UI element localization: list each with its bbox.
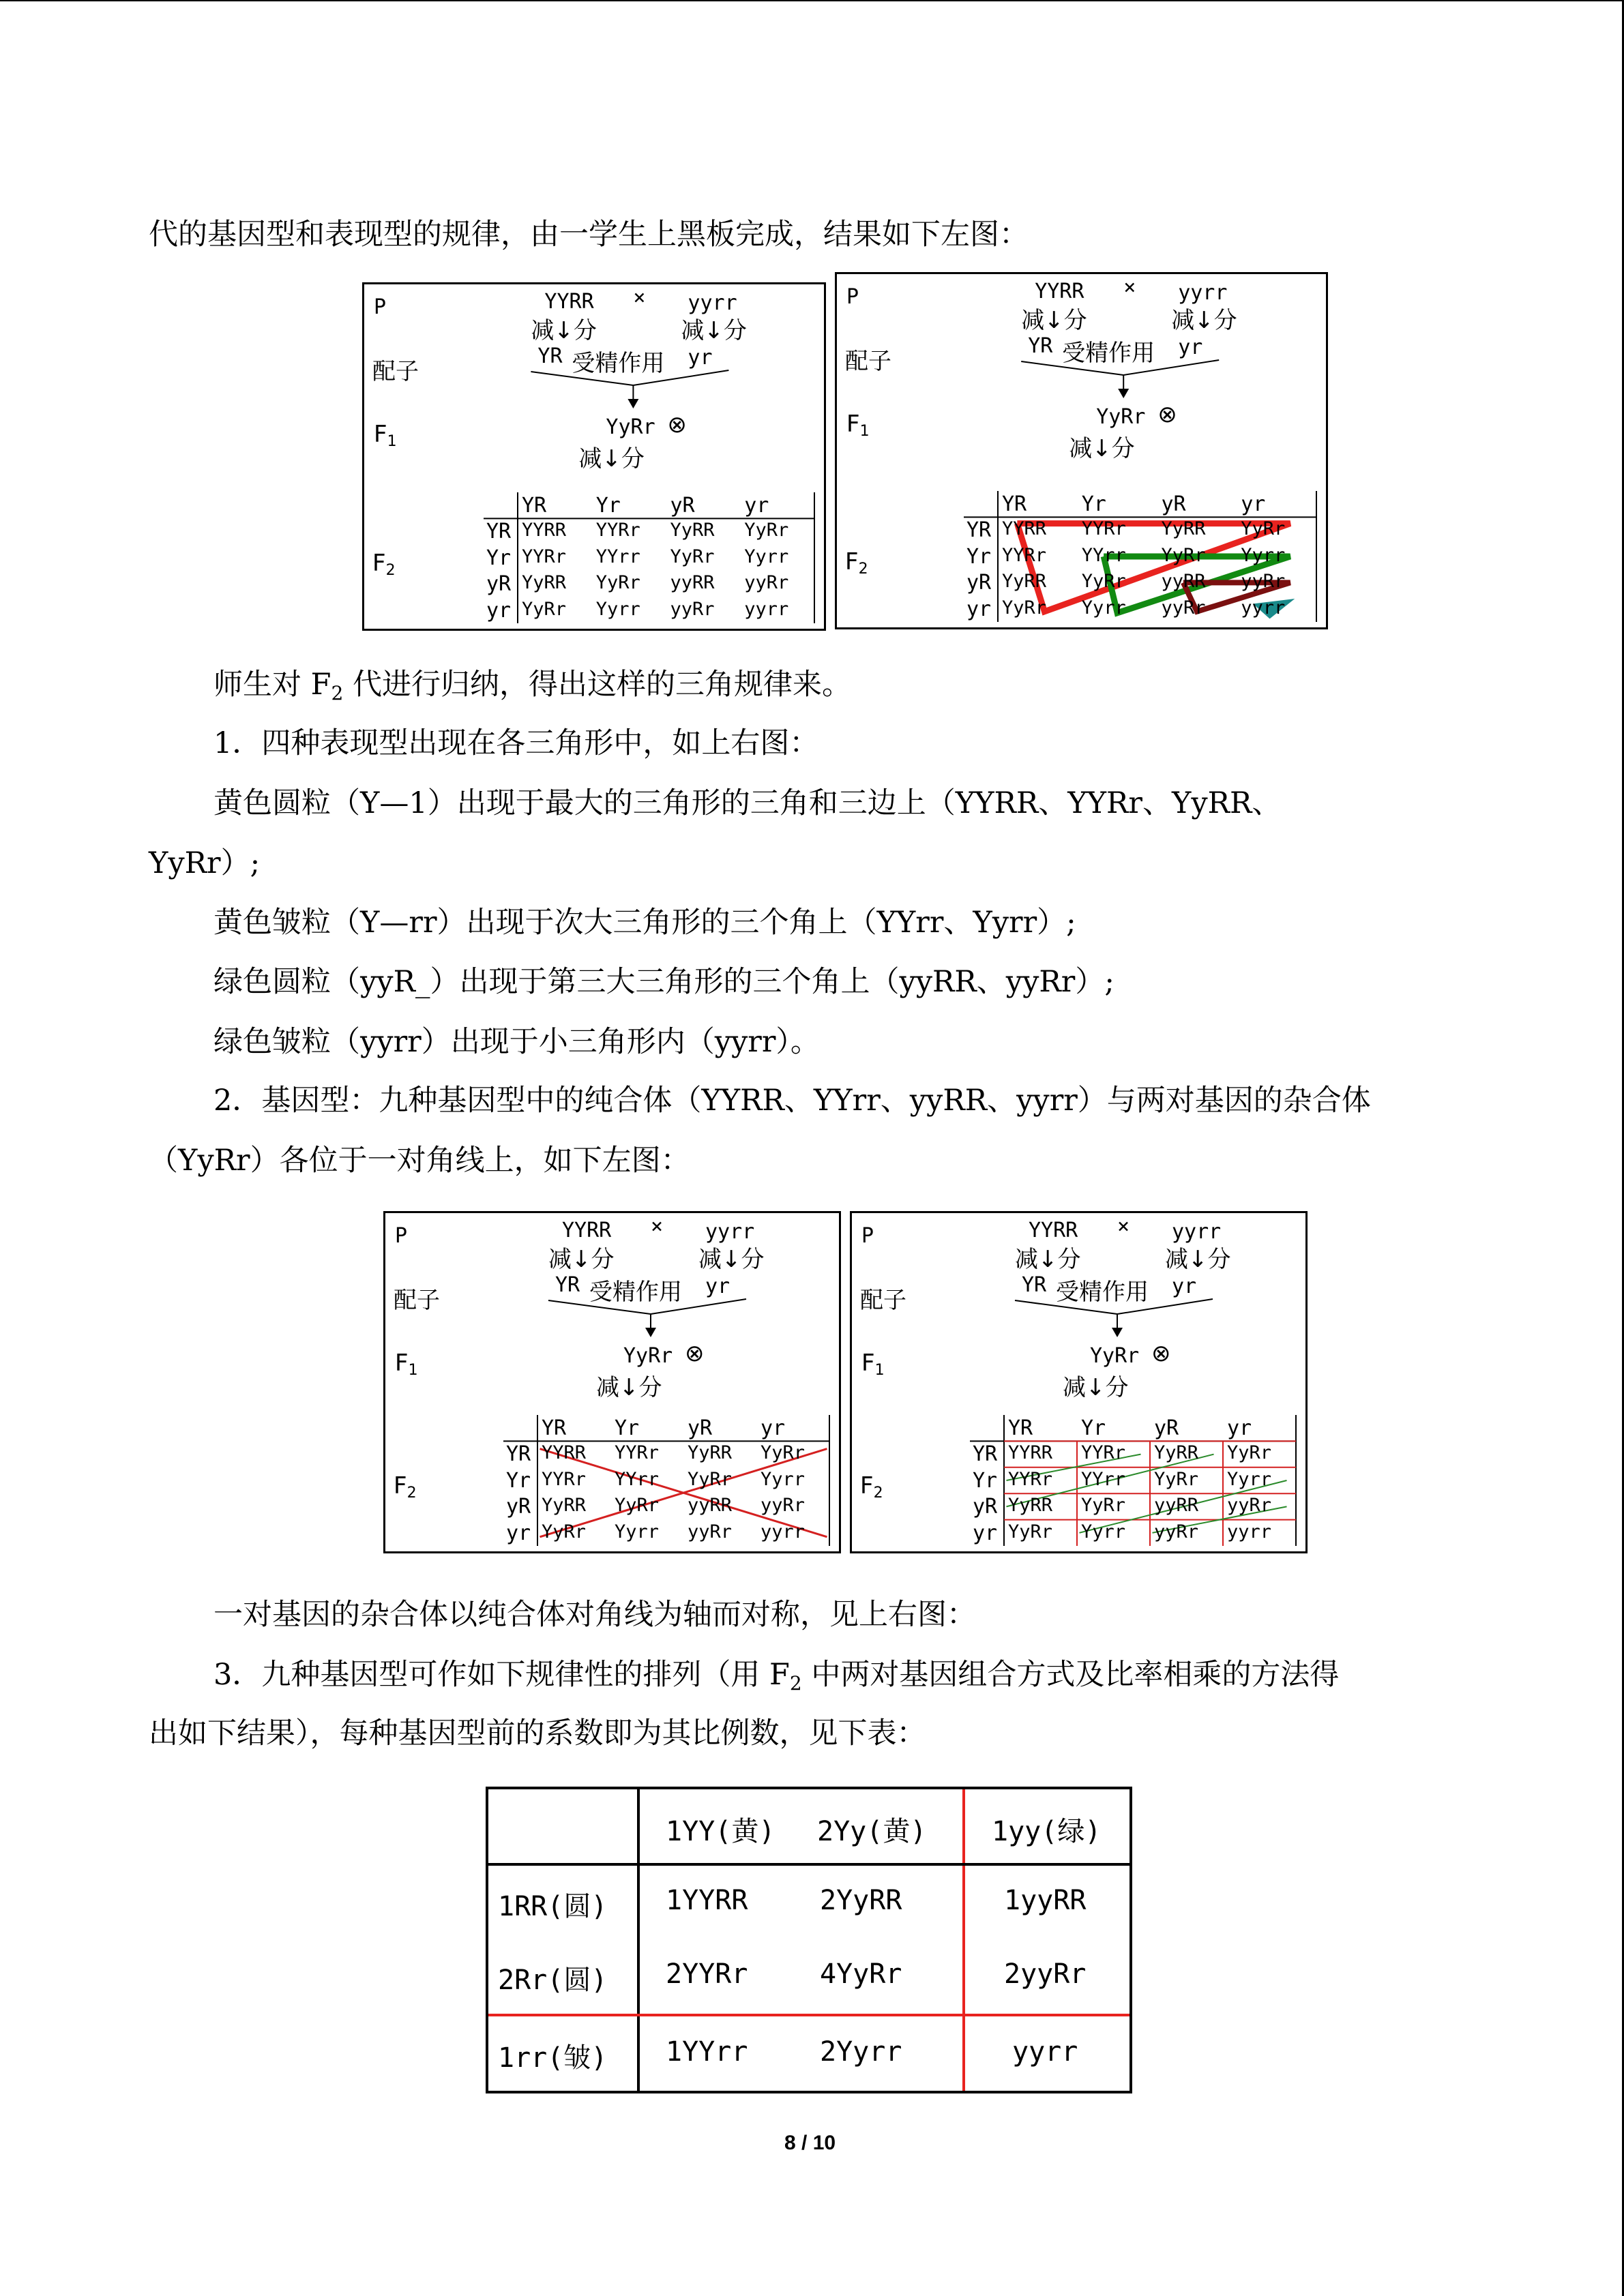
punnett-cell: YYRr: [522, 546, 567, 567]
p2-text-a: 师生对 F: [213, 668, 331, 702]
punnett-cell: YYRr: [1002, 544, 1047, 566]
f1-letter: F: [846, 411, 860, 438]
punnett-row-header: Yr: [966, 544, 992, 569]
meiosis-label: 减↓分: [1069, 435, 1135, 462]
table-cell: 1yyRR: [1004, 1885, 1087, 1916]
table-row-header: 2Rr(圆): [498, 1965, 608, 1996]
fertilization-label: 受精作用: [572, 350, 665, 377]
paragraph-green-round: 绿色圆粒（yyR_）出现于第三大三角形的三个角上（yyRR、yyRr）;: [213, 965, 1114, 999]
punnett-col-header: yr: [761, 1416, 786, 1440]
punnett-cell: YYRR: [1002, 518, 1047, 540]
punnett-cell: YYrr: [615, 1468, 660, 1490]
punnett-col-header: yR: [1161, 492, 1186, 516]
punnett-cell: yyrr: [1227, 1521, 1272, 1542]
meiosis-label: 减↓分: [548, 1246, 615, 1273]
punnett-cell: Yyrr: [1241, 544, 1286, 566]
parent1-genotype: YYRR: [544, 290, 594, 314]
punnett-row-header: yr: [486, 598, 512, 623]
punnett-col-header: YR: [1008, 1416, 1033, 1440]
p-label: P: [846, 285, 859, 309]
punnett-row-header: YR: [973, 1442, 998, 1467]
punnett-cell: yyRR: [1161, 571, 1206, 593]
table-col-header: 1yy(绿): [992, 1816, 1102, 1847]
punnett-cell: YyRr: [1154, 1468, 1199, 1490]
punnett-row-header: YR: [966, 518, 992, 543]
punnett-cell: YYRR: [542, 1442, 587, 1464]
punnett-cell: yyrr: [761, 1521, 806, 1542]
f2-letter: F: [845, 548, 859, 576]
paragraph-point-1: 1．四种表现型出现在各三角形中，如上右图：: [213, 726, 819, 760]
f1-letter: F: [374, 421, 387, 448]
f1-subscript: 1: [387, 433, 397, 450]
punnett-row-header: Yr: [486, 546, 512, 570]
punnett-cell: YYRR: [1008, 1442, 1053, 1464]
punnett-row-header: Yr: [506, 1468, 531, 1493]
table-row-header: 1rr(皱): [498, 2042, 608, 2074]
table-cell: 2YYRr: [666, 1958, 748, 1990]
meiosis-label: 减↓分: [531, 317, 597, 344]
punnett-cell: YyRr: [761, 1442, 806, 1464]
paragraph-intro: 代的基因型和表现型的规律，由一学生上黑板完成，结果如下左图：: [149, 218, 1029, 252]
gamete-label: 配子: [860, 1287, 906, 1314]
table-divider-v2-red: [962, 1789, 965, 2091]
punnett-cell: YyRR: [522, 572, 567, 594]
f1-genotype: YyRr: [1096, 405, 1146, 429]
punnett-col-header: YR: [542, 1416, 567, 1440]
f1-subscript: 1: [859, 423, 870, 440]
punnett-cell: YYRr: [595, 520, 640, 541]
table-cell: 2Yyrr: [820, 2036, 902, 2068]
gamete1: YR: [1022, 1273, 1047, 1297]
selfing-symbol: ⊗: [667, 411, 687, 438]
punnett-cell: YyRR: [1161, 518, 1206, 540]
punnett-row-header: yr: [966, 597, 992, 621]
parent2-genotype: yyrr: [1178, 281, 1228, 305]
punnett-cell: YyRR: [670, 520, 715, 541]
punnett-cell: yyRR: [688, 1495, 733, 1517]
meiosis-label: 减↓分: [596, 1374, 662, 1401]
meiosis-label: 减↓分: [1021, 307, 1087, 334]
f1-genotype: YyRr: [606, 415, 655, 439]
punnett-col-header: yr: [744, 494, 769, 518]
punnett-cell: Yyrr: [1081, 1521, 1126, 1542]
table-row-header: 1RR(圆): [498, 1891, 608, 1922]
punnett-row-header: yR: [506, 1495, 531, 1519]
table-divider-v1: [637, 1789, 640, 2091]
selfing-symbol: ⊗: [1151, 1340, 1171, 1367]
punnett-row-header: yr: [973, 1521, 998, 1545]
punnett-cell: YYRr: [615, 1442, 660, 1464]
punnett-cell: yyRr: [688, 1521, 733, 1542]
p-label: P: [374, 295, 387, 319]
punnett-row-header: Yr: [973, 1468, 998, 1493]
gamete2: yr: [705, 1274, 730, 1298]
p12-text-b: 中两对基因组合方式及比率相乘的方法得: [801, 1658, 1340, 1692]
punnett-cell: YYRR: [522, 520, 567, 541]
punnett-cell: YYrr: [1081, 544, 1126, 566]
arrow-head: [1112, 1328, 1123, 1337]
table-divider-h1: [488, 1863, 1130, 1866]
punnett-cell: YyRr: [744, 520, 789, 541]
punnett-cell: YYrr: [595, 546, 640, 567]
punnett-cell: YyRr: [1081, 571, 1126, 593]
f1-label: [374, 421, 397, 450]
punnett-cell: YyRr: [1161, 544, 1206, 566]
gamete-label: 配子: [372, 358, 419, 385]
table-cell: yyrr: [1012, 2036, 1078, 2068]
paragraph-point-2-cont: （YyRr）各位于一对角线上，如下左图：: [149, 1144, 690, 1178]
punnett-cell: YyRR: [1002, 571, 1047, 593]
cross-diagram-diagonals: [383, 1211, 841, 1553]
parent2-genotype: yyrr: [1172, 1220, 1222, 1244]
cross-diagram-symmetry: [850, 1211, 1308, 1553]
paragraph-yellow-round-cont: YyRr）;: [149, 846, 261, 880]
punnett-cell: YYRr: [1081, 1442, 1126, 1464]
meiosis-label: 减↓分: [1171, 307, 1237, 334]
p12-subscript: 2: [789, 1672, 802, 1695]
p12-text-a: 3．九种基因型可作如下规律性的排列（用 F: [213, 1658, 790, 1692]
table-cell: 4YyRr: [820, 1958, 902, 1990]
p2-text-b: 代进行归纳，得出这样的三角规律来。: [343, 668, 852, 702]
punnett-cell: YyRr: [1008, 1521, 1053, 1542]
cross-symbol: ×: [1117, 1214, 1130, 1238]
arrow-head: [1118, 389, 1129, 398]
punnett-row-header: yR: [973, 1495, 998, 1519]
meiosis-label: 减↓分: [1015, 1246, 1081, 1273]
f1-subscript: 1: [874, 1362, 885, 1379]
p2-subscript: 2: [331, 682, 344, 704]
punnett-cell: YYRr: [1081, 518, 1126, 540]
parent2-genotype: yyrr: [705, 1220, 755, 1244]
punnett-cell: YyRR: [542, 1495, 587, 1517]
meiosis-label: 减↓分: [681, 317, 747, 344]
gamete-label: 配子: [394, 1287, 440, 1314]
fertilization-label: 受精作用: [589, 1279, 682, 1306]
table-cell: 2YyRR: [820, 1885, 902, 1916]
punnett-cell: yyRr: [1227, 1495, 1272, 1517]
punnett-col-header: yr: [1227, 1416, 1252, 1440]
punnett-cell: YYRr: [542, 1468, 587, 1490]
gamete2: yr: [1178, 336, 1203, 359]
paragraph-point-2: 2．基因型：九种基因型中的纯合体（YYRR、YYrr、yyRR、yyrr）与两对基因的杂合体: [213, 1084, 1371, 1118]
punnett-cell: yyRr: [1161, 597, 1206, 618]
punnett-row-header: YR: [486, 520, 512, 544]
table-cell: 1YYRR: [666, 1885, 748, 1916]
punnett-cell: yyRR: [670, 572, 715, 594]
meiosis-label: 减↓分: [698, 1246, 765, 1273]
paragraph-yellow-round: 黄色圆粒（Y—1）出现于最大的三角形的三角和三边上（YYRR、YYRr、YyRR、: [213, 786, 1282, 820]
cross-symbol: ×: [633, 286, 646, 310]
meiosis-label: 减↓分: [578, 445, 645, 473]
parent1-genotype: YYRR: [562, 1219, 612, 1242]
f2-subscript: 2: [873, 1485, 883, 1502]
f2-letter: F: [372, 550, 386, 578]
genotype-ratio-table: [486, 1787, 1132, 2093]
punnett-cell: YYRr: [1008, 1468, 1053, 1490]
table-col-header: 1YY(黄): [666, 1816, 776, 1847]
punnett-cell: yyrr: [1241, 597, 1286, 618]
cross-symbol: ×: [1123, 275, 1136, 299]
paragraph-f2-summary: [213, 664, 851, 714]
paragraph-yellow-wrinkled: 黄色皱粒（Y—rr）出现于次大三角形的三个角上（YYrr、Yyrr）;: [213, 906, 1076, 940]
meiosis-label: 减↓分: [1063, 1374, 1129, 1401]
p-label: P: [395, 1224, 408, 1248]
cross-diagram-triangles: [835, 272, 1328, 629]
punnett-cell: Yyrr: [595, 598, 640, 620]
punnett-row-header: yr: [506, 1521, 531, 1545]
punnett-cell: YyRR: [688, 1442, 733, 1464]
punnett-cell: Yyrr: [1227, 1468, 1272, 1490]
punnett-cell: YYrr: [1081, 1468, 1126, 1490]
paragraph-green-wrinkled: 绿色皱粒（yyrr）出现于小三角形内（yyrr）。: [213, 1025, 820, 1059]
punnett-cell: YyRr: [595, 572, 640, 594]
table-divider-h2-red: [488, 2014, 1130, 2016]
punnett-col-header: Yr: [1081, 492, 1106, 516]
punnett-cell: yyRr: [1241, 571, 1286, 593]
parent2-genotype: yyrr: [688, 291, 737, 315]
punnett-cell: yyRr: [670, 598, 715, 620]
f2-subscript: 2: [385, 562, 396, 580]
gamete1: YR: [1028, 334, 1053, 358]
punnett-cell: yyRr: [761, 1495, 806, 1517]
paragraph-point-3-cont: 出如下结果），每种基因型前的系数即为其比例数，见下表：: [149, 1716, 926, 1750]
punnett-col-header: yR: [688, 1416, 713, 1440]
f2-letter: F: [860, 1472, 874, 1500]
paragraph-symmetry: 一对基因的杂合体以纯合体对角线为轴而对称，见上右图：: [213, 1598, 976, 1632]
punnett-cell: Yyrr: [744, 546, 789, 567]
f2-label: [372, 550, 396, 579]
parent1-genotype: YYRR: [1029, 1219, 1078, 1242]
f2-label: [860, 1472, 883, 1502]
arrow-head: [628, 399, 638, 408]
punnett-row-header: yR: [486, 572, 512, 597]
fertilization-label: 受精作用: [1056, 1279, 1149, 1306]
f2-label: [394, 1472, 417, 1502]
punnett-cell: YyRr: [1241, 518, 1286, 540]
gamete1: YR: [537, 344, 563, 368]
paragraph-point-3: [213, 1654, 1339, 1704]
punnett-cell: yyRr: [744, 572, 789, 594]
punnett-cell: YyRr: [1002, 597, 1047, 618]
punnett-cell: YyRr: [670, 546, 715, 567]
f1-genotype: YyRr: [1090, 1344, 1140, 1368]
punnett-cell: Yyrr: [615, 1521, 660, 1542]
punnett-row-header: yR: [966, 571, 992, 595]
punnett-cell: YyRr: [688, 1468, 733, 1490]
punnett-row-header: YR: [506, 1442, 531, 1467]
p-label: P: [861, 1224, 874, 1248]
f1-label: [861, 1350, 885, 1379]
punnett-cell: YyRr: [615, 1495, 660, 1517]
cross-symbol: ×: [651, 1214, 664, 1238]
punnett-col-header: Yr: [1081, 1416, 1106, 1440]
f2-subscript: 2: [407, 1485, 417, 1502]
punnett-cell: YyRr: [522, 598, 567, 620]
f1-label: [846, 411, 870, 440]
f2-label: [845, 548, 868, 578]
punnett-col-header: yR: [670, 494, 695, 518]
arrow-head: [645, 1328, 656, 1337]
parent1-genotype: YYRR: [1035, 280, 1084, 303]
punnett-col-header: yR: [1154, 1416, 1179, 1440]
f2-subscript: 2: [858, 561, 868, 578]
table-cell: 2yyRr: [1004, 1958, 1087, 1990]
page-top-border: [0, 0, 1623, 1]
meiosis-label: 减↓分: [1165, 1246, 1231, 1273]
punnett-cell: yyRR: [1154, 1495, 1199, 1517]
fertilization-label: 受精作用: [1062, 340, 1155, 367]
f2-letter: F: [394, 1472, 407, 1500]
gamete2: yr: [1172, 1274, 1197, 1298]
page-number: 8 / 10: [784, 2132, 836, 2154]
punnett-cell: YyRr: [1081, 1495, 1126, 1517]
table-col-header: 2Yy(黄): [817, 1816, 927, 1847]
f1-subscript: 1: [408, 1362, 418, 1379]
punnett-col-header: Yr: [595, 494, 621, 518]
punnett-cell: YyRr: [1227, 1442, 1272, 1464]
punnett-col-header: Yr: [615, 1416, 640, 1440]
gamete1: YR: [555, 1273, 580, 1297]
table-cell: 1YYrr: [666, 2036, 748, 2068]
punnett-col-header: YR: [1002, 492, 1027, 516]
f1-letter: F: [395, 1350, 409, 1377]
punnett-cell: Yyrr: [1081, 597, 1126, 618]
punnett-col-header: yr: [1241, 492, 1266, 516]
gamete-label: 配子: [845, 348, 891, 375]
f1-letter: F: [861, 1350, 875, 1377]
gamete2: yr: [688, 346, 713, 370]
punnett-cell: YyRR: [1154, 1442, 1199, 1464]
cross-diagram-plain: [362, 282, 826, 631]
f1-label: [395, 1350, 418, 1379]
punnett-cell: YyRr: [542, 1521, 587, 1542]
punnett-cell: YyRR: [1008, 1495, 1053, 1517]
f1-genotype: YyRr: [623, 1344, 673, 1368]
selfing-symbol: ⊗: [685, 1340, 705, 1367]
punnett-cell: Yyrr: [761, 1468, 806, 1490]
punnett-cell: yyRr: [1154, 1521, 1199, 1542]
punnett-cell: yyrr: [744, 598, 789, 620]
punnett-col-header: YR: [522, 494, 547, 518]
selfing-symbol: ⊗: [1157, 401, 1177, 428]
